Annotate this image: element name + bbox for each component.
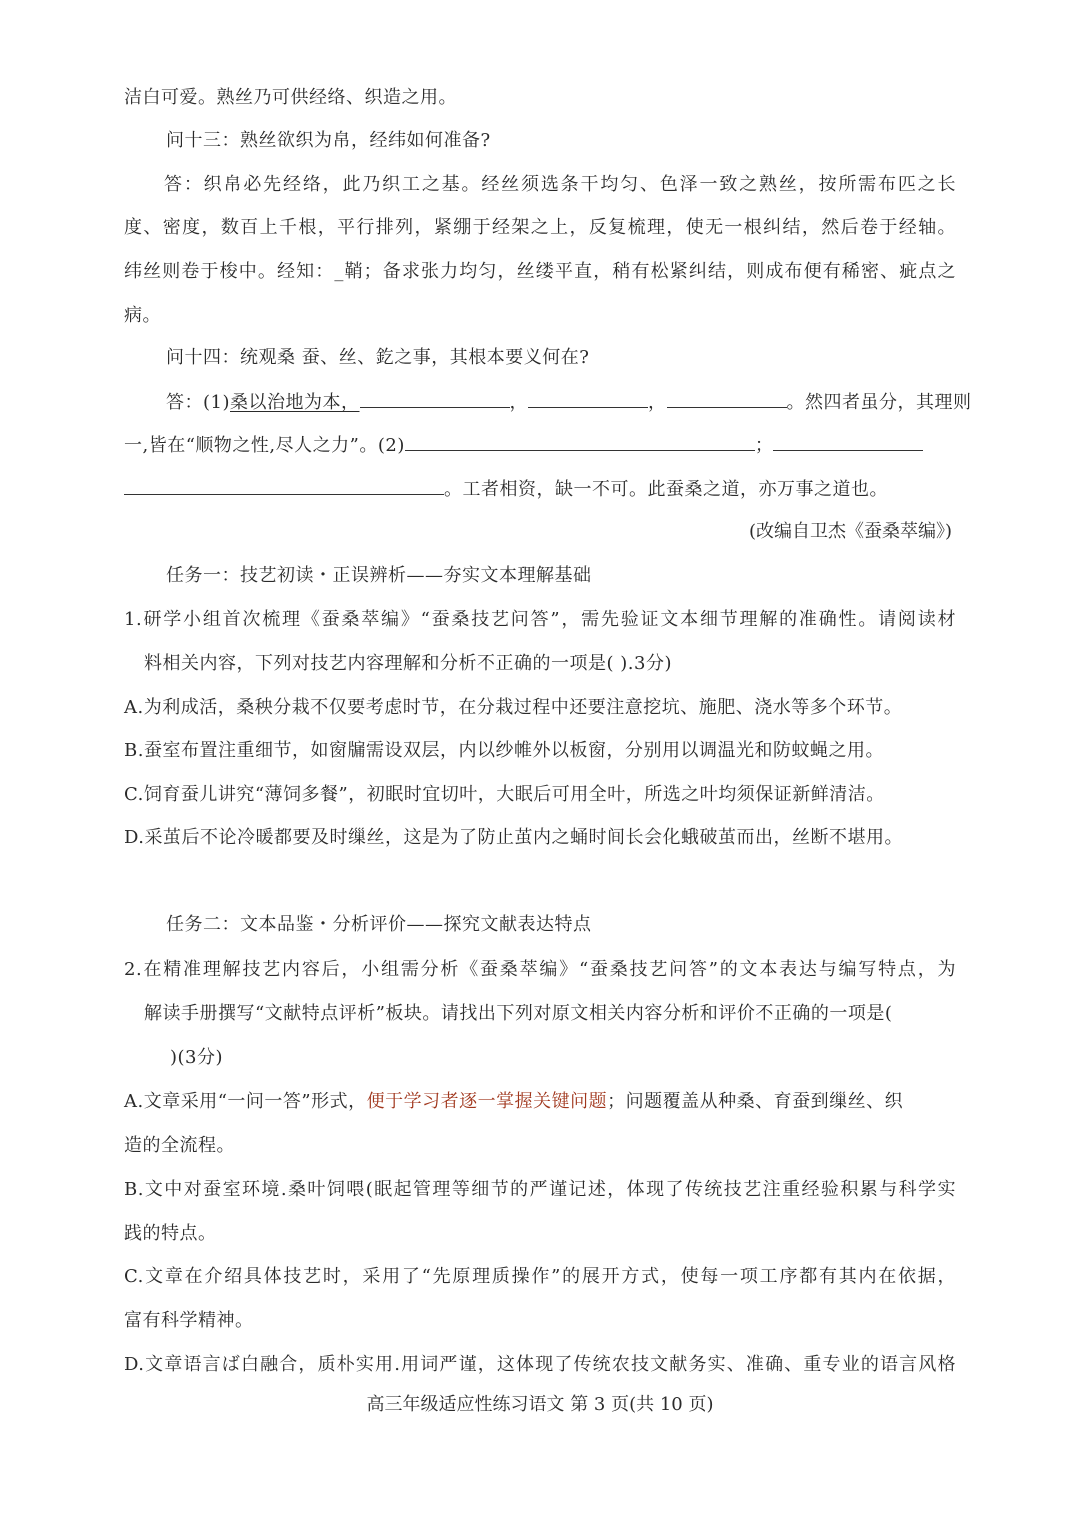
option-2b-line-2: 践的特点。 xyxy=(124,1223,217,1244)
answer-blank[interactable] xyxy=(124,476,444,495)
option-1b: B.蚕室布置注重细节，如窗牖需设双层，内以纱帷外以板窗，分别用以调温光和防蚊蝇之用。 xyxy=(124,740,884,761)
option-2b-line-1: B.文中对蚕室环境.桑叶饲喂(眠起管理等细节的严谨记述，体现了传统技艺注重经验积累与科学实 xyxy=(124,1179,956,1200)
answer-13-line-4: 病。 xyxy=(124,305,161,326)
answer-14-line-2 xyxy=(124,432,923,459)
option-1c: C.饲育蚕儿讲究“薄饲多餐”，初眠时宜切叶，大眠后可用全叶，所选之叶均须保证新鲜清洁。 xyxy=(124,784,885,805)
answer-13-line-2: 度、密度，数百上千根，平行排列，紧绷于经架之上，反复梳理，使无一根纠结，然后卷于经轴。 xyxy=(124,217,956,238)
punct: ， xyxy=(648,392,667,413)
answer-text: 。工者相资，缺一不可。此蚕桑之道，亦万事之道也。 xyxy=(444,479,888,500)
option-2c-line-2: 富有科学精神。 xyxy=(124,1310,254,1331)
answer-blank[interactable] xyxy=(528,389,648,408)
text-line: 洁白可爱。熟丝乃可供经络、织造之用。 xyxy=(124,87,457,108)
red-annotation: 便于学习者逐一掌握关键问题 xyxy=(366,1091,608,1112)
answer-blank[interactable] xyxy=(667,389,787,408)
punct: ， xyxy=(509,392,528,413)
question-13: 问十三：熟丝欲织为帛，经纬如何准备? xyxy=(166,130,491,151)
answer-label: 答：(1) xyxy=(166,392,230,413)
answer-blank[interactable] xyxy=(360,389,510,408)
option-text: A.文章采用“一问一答”形式， xyxy=(124,1091,367,1112)
punct: ； xyxy=(754,435,774,456)
option-text: ；问题覆盖从种桑、育蚕到缫丝、织 xyxy=(607,1091,904,1112)
option-2a-line-1 xyxy=(124,1089,903,1115)
question-14: 问十四：统观桑 蚕、丝、釳之事，其根本要义何在? xyxy=(166,347,590,368)
answer-text: 。然四者虽分，其理则 xyxy=(786,392,972,413)
answer-13-line-3: 纬丝则卷于梭中。经知：_鞘；备求张力均匀，丝缕平直，稍有松紧纠结，则成布便有稀密、疵点之 xyxy=(124,261,956,282)
question-1-stem-2: 料相关内容，下列对技艺内容理解和分析不正确的一项是( ).3分) xyxy=(144,653,672,674)
question-2-stem: 2.在精准理解技艺内容后，小组需分析《蚕桑萃编》“蚕桑技艺问答”的文本表达与编写特点，为 xyxy=(124,959,956,980)
answer-13-line-1: 答：织帛必先经络，此乃织工之基。经丝须选条干均匀、色泽一致之熟丝，按所需布匹之长 xyxy=(164,174,956,195)
source-citation: (改编自卫杰《蚕桑萃编》) xyxy=(748,521,952,542)
option-1a: A.为利成活，桑秧分栽不仅要考虑时节，在分栽过程中还要注意挖坑、施肥、浇水等多个环节。 xyxy=(124,697,903,718)
answer-text: 一,皆在“顺物之性,尽人之力”。(2) xyxy=(124,435,405,456)
page-footer: 高三年级适应性练习语文 第 3 页(共 10 页) xyxy=(366,1394,714,1415)
question-2-stem-2: 解读手册撰写“文献特点评析”板块。请找出下列对原文相关内容分析和评价不正确的一项是( xyxy=(144,1003,893,1024)
answer-blank[interactable] xyxy=(773,432,923,451)
option-1d: D.采茧后不论冷暖都要及时缫丝，这是为了防止茧内之蛹时间长会化蛾破茧而出，丝断不堪用。 xyxy=(124,827,904,848)
option-2d-line-1: D.文章语言ば白融合，质朴实用.用词严谨，这体现了传统农技文献务实、准确、重专业的语言风格 xyxy=(124,1354,956,1375)
question-1-stem: 1.研学小组首次梳理《蚕桑萃编》“蚕桑技艺问答”，需先验证文本细节理解的准确性。请阅读材 xyxy=(124,609,956,630)
answer-14-line-1 xyxy=(166,389,972,416)
question-2-stem-3: )(3分) xyxy=(170,1047,224,1068)
option-2c-line-1: C.文章在介绍具体技艺时，采用了“先原理质操作”的展开方式，使每一项工序都有其内在依据， xyxy=(124,1266,956,1287)
task-1-heading: 任务一：技艺初读・正误辨析——夯实文本理解基础 xyxy=(166,565,592,586)
answer-blank[interactable] xyxy=(405,432,755,451)
option-2a-line-2: 造的全流程。 xyxy=(124,1135,235,1156)
answer-14-line-3 xyxy=(124,476,888,503)
task-2-heading: 任务二：文本品鉴・分析评价——探究文献表达特点 xyxy=(166,914,592,935)
filled-answer: 桑以治地为本， xyxy=(230,392,360,413)
